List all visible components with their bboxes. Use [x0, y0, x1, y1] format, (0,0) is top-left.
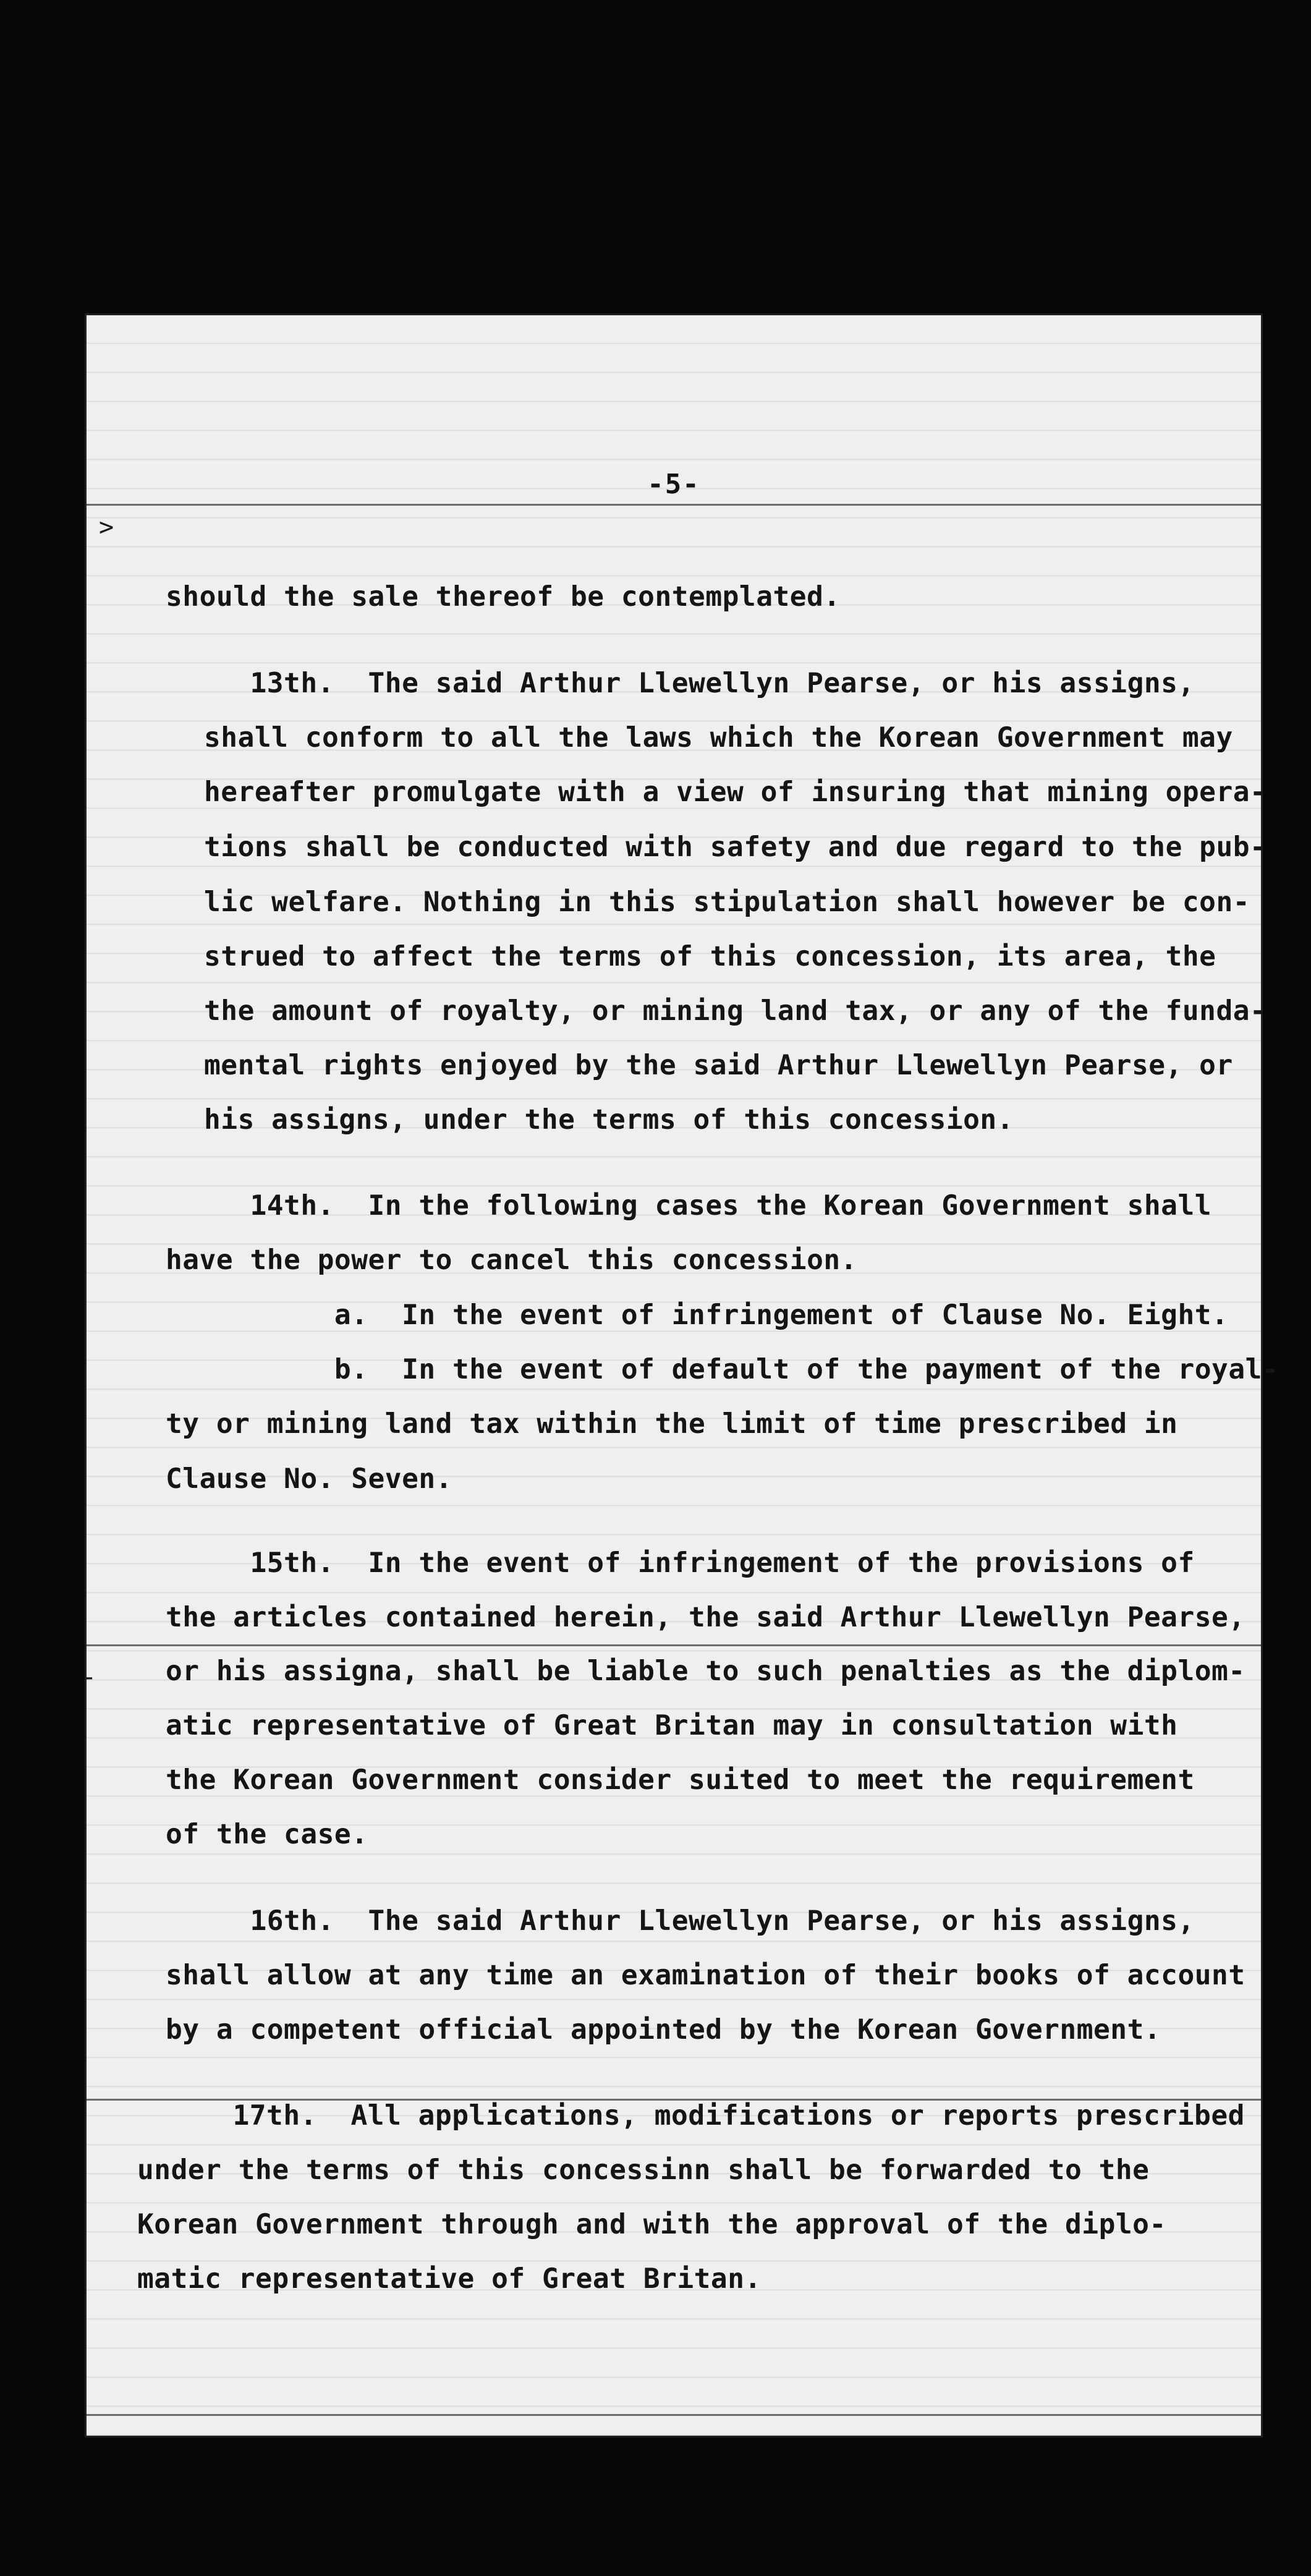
text-line: mental rights enjoyed by the said Arthur Llewellyn Pearse, or	[204, 1050, 1233, 1081]
text-line: tions shall be conducted with safety and due regard to the pub-	[204, 831, 1267, 863]
document-page	[82, 315, 1279, 2436]
text-line: strued to affect the terms of this concession, its area, the	[204, 941, 1216, 972]
text-line: atic representative of Great Britan may in consultation with	[166, 1710, 1178, 1741]
stray-mark: -	[82, 1663, 97, 1691]
text-line: should the sale thereof be contemplated.	[166, 581, 841, 613]
text-line: 15th. In the event of infringement of the provisions of	[166, 1547, 1195, 1579]
text-line: the amount of royalty, or mining land tax, or any of the funda-	[204, 995, 1267, 1027]
text-line: Korean Government through and with the approval of the diplo-	[137, 2209, 1166, 2240]
text-line: b. In the event of default of the payment of the royal-	[166, 1354, 1279, 1385]
text-line: matic representative of Great Britan.	[137, 2263, 762, 2295]
text-line: or his assigna, shall be liable to such penalties as the diplom-	[166, 1656, 1245, 1687]
ruled-line	[87, 1644, 1261, 1646]
ruled-line	[87, 504, 1261, 506]
text-line: have the power to cancel this concession.	[166, 1244, 857, 1276]
text-line: shall conform to all the laws which the Korean Government may	[204, 722, 1233, 754]
text-line: the articles contained herein, the said Arthur Llewellyn Pearse,	[166, 1602, 1245, 1633]
text-line: of the case.	[166, 1819, 368, 1850]
text-line: by a competent official appointed by the Korean Government.	[166, 2014, 1161, 2046]
text-line: 17th. All applications, modifications or reports prescribed	[148, 2100, 1245, 2132]
text-line: his assigns, under the terms of this concession.	[204, 1104, 1014, 1136]
text-line: 13th. The said Arthur Llewellyn Pearse, or his assigns,	[166, 668, 1195, 699]
text-line: the Korean Government consider suited to meet the requirement	[166, 1764, 1195, 1796]
text-line: 16th. The said Arthur Llewellyn Pearse, or his assigns,	[166, 1905, 1195, 1937]
text-line: under the terms of this concessinn shall be forwarded to the	[137, 2154, 1150, 2186]
text-line: Clause No. Seven.	[166, 1463, 452, 1495]
text-line: shall allow at any time an examination of their books of account	[166, 1960, 1245, 1991]
ruled-line	[87, 2414, 1261, 2416]
text-line: lic welfare. Nothing in this stipulation shall however be con-	[204, 886, 1250, 918]
text-line: 14th. In the following cases the Korean Government shall	[166, 1190, 1212, 1222]
stray-mark: >	[99, 513, 114, 542]
page-number: -5-	[647, 469, 700, 500]
text-line: ty or mining land tax within the limit of time prescribed in	[166, 1408, 1178, 1440]
text-line: a. In the event of infringement of Clause No. Eight.	[166, 1299, 1229, 1331]
text-line: hereafter promulgate with a view of insuring that mining opera-	[204, 776, 1267, 808]
